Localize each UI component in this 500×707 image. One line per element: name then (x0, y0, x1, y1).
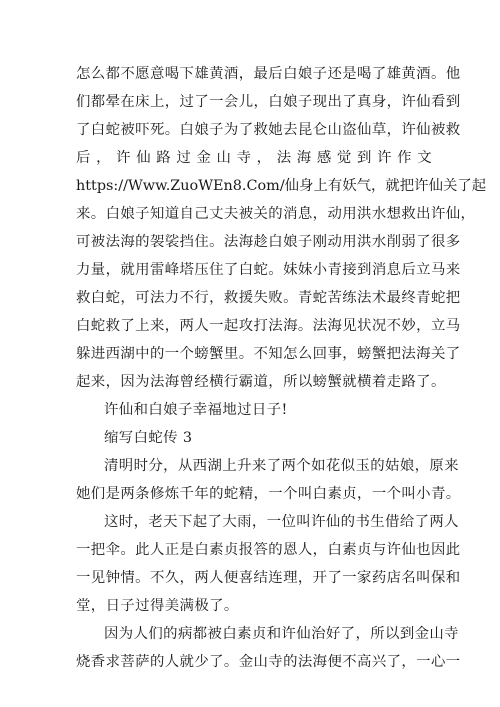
text-line: 一把伞。此人正是白素贞报答的恩人，白素贞与许仙也因此 (76, 542, 461, 558)
text-line: 一见钟情。不久，两人便喜结连理，开了一家药店名叫保和 (76, 570, 461, 586)
text-line: 堂，日子过得美满极了。 (76, 598, 239, 614)
text-line: 们都晕在床上，过了一会儿，白娘子现出了真身，许仙看到 (76, 94, 461, 110)
text-line: 清明时分，从西湖上升来了两个如花似玉的姑娘，原来 (104, 458, 459, 474)
text-line: 躲进西湖中的一个螃蟹里。不知怎么回事，螃蟹把法海关了 (76, 346, 461, 362)
text-line: 可被法海的袈裟挡住。法海趁白娘子刚动用洪水削弱了很多 (76, 234, 461, 250)
text-line: 烧香求菩萨的人就少了。金山寺的法海便不高兴了，一心一 (76, 654, 461, 670)
text-line: 了白蛇被吓死。白娘子为了救她去昆仑山盗仙草，许仙被救 (76, 122, 461, 138)
text-line: 来。白娘子知道自己丈夫被关的消息，动用洪水想救出许仙， (76, 206, 476, 222)
text-line: 许仙和白娘子幸福地过日子! (104, 402, 288, 418)
text-line: 白蛇救了上来，两人一起攻打法海。法海见状况不妙，立马 (76, 318, 461, 334)
text-line: 救白蛇，可法力不行，救援失败。青蛇苦练法术最终青蛇把 (76, 290, 461, 306)
text-line: https://Www.ZuoWEn8.Com/仙身上有妖气，就把许仙关了起 (76, 178, 487, 194)
text-line: 因为人们的病都被白素贞和许仙治好了，所以到金山寺 (104, 626, 459, 642)
text-line: 后，许仙路过金山寺，法海感觉到许作文 (76, 150, 432, 166)
text-line: 起来，因为法海曾经横行霸道，所以螃蟹就横着走路了。 (76, 374, 446, 390)
text-line: 她们是两条修炼千年的蛇精，一个叫白素贞，一个叫小青。 (76, 486, 461, 502)
text-line: 怎么都不愿意喝下雄黄酒，最后白娘子还是喝了雄黄酒。他 (76, 66, 461, 82)
text-line: 力量，就用雷峰塔压住了白蛇。妹妹小青接到消息后立马来 (76, 262, 461, 278)
section-heading: 缩写白蛇传 3 (104, 430, 193, 446)
text-line: 这时，老天下起了大雨，一位叫许仙的书生借给了两人 (104, 514, 459, 530)
